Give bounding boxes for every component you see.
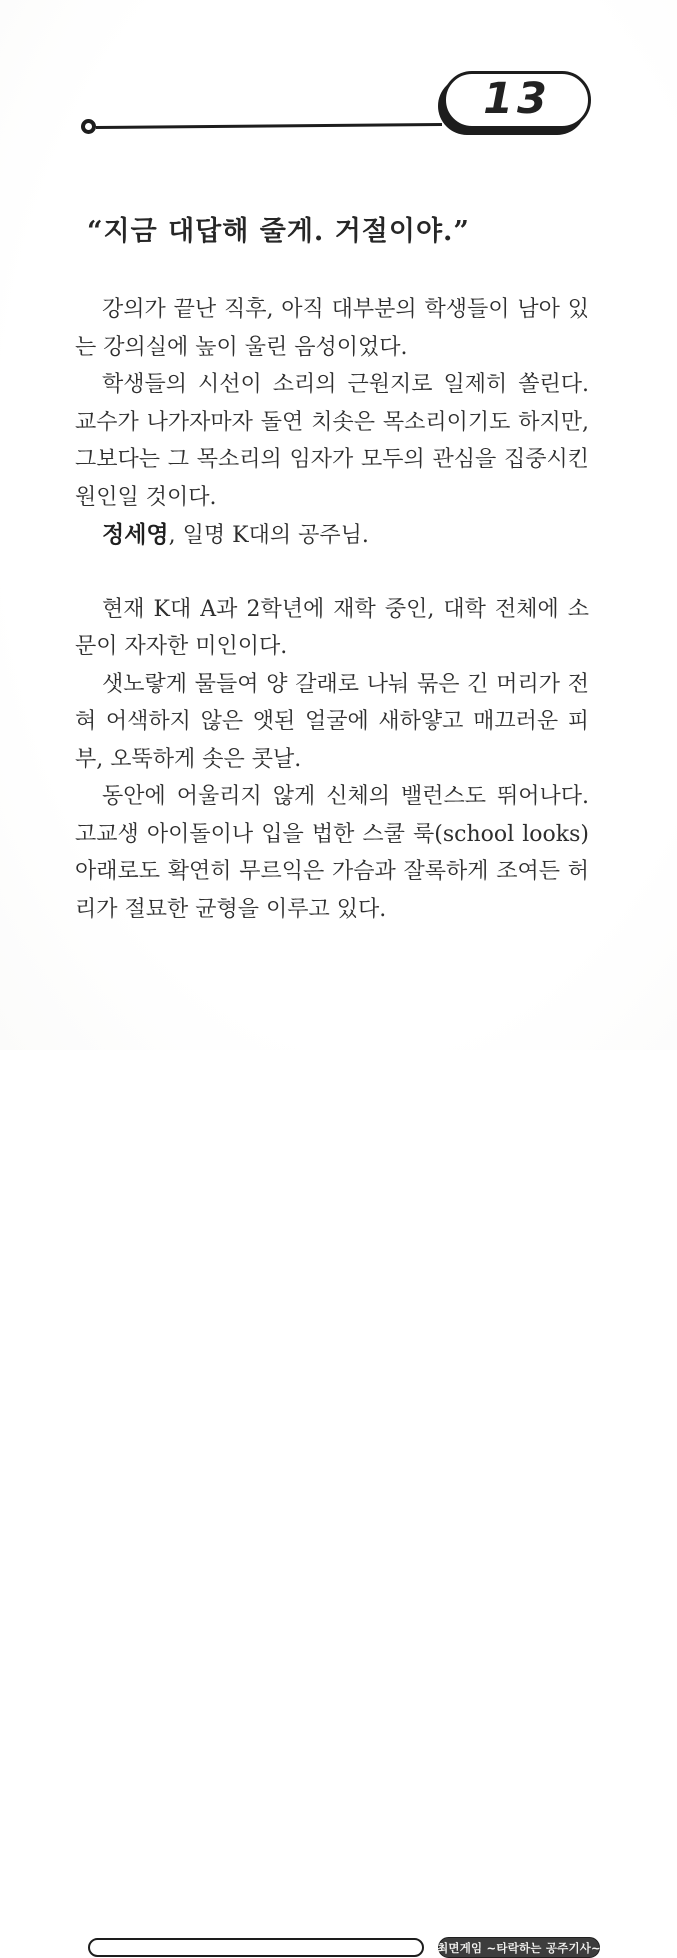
footer-pill <box>88 1938 424 1957</box>
paragraph-5: 샛노랗게 물들여 양 갈래로 나눠 묶은 긴 머리가 전혀 어색하지 않은 앳된 얼굴에 새하얗고 매끄러운 피부, 오뚝하게 솟은 콧날. <box>75 671 589 772</box>
chapter-quote: “지금 대답해 줄게. 거절이야.” <box>87 216 470 247</box>
series-badge <box>438 1937 600 1958</box>
character-name: 정세영 <box>102 521 169 548</box>
series-badge-label: 최면게임 ~타락하는 공주기사~ <box>437 1940 601 1955</box>
header-rule-ring-icon <box>81 119 96 134</box>
paragraph-1: 강의가 끝난 직후, 아직 대부분의 학생들이 남아 있는 강의실에 높이 울린 음성이었다. <box>75 297 589 360</box>
page-footer <box>0 960 677 1955</box>
page-header <box>0 0 677 160</box>
paragraph-4: 현재 K대 A과 2학년에 재학 중인, 대학 전체에 소문이 자자한 미인이다. <box>75 596 589 659</box>
character-intro-line <box>75 516 589 555</box>
character-intro-rest: , 일명 K대의 공주님. <box>168 523 369 548</box>
page-number: 13 <box>483 74 551 124</box>
header-rule-line <box>96 123 442 129</box>
body-text <box>75 211 589 928</box>
paragraph-2: 학생들의 시선이 소리의 근원지로 일제히 쏠린다. 교수가 나가자마자 돌연 치솟은 목소리이기도 하지만, 그보다는 그 목소리의 임자가 모두의 관심을 집중시킨 원인일 것이다. <box>75 372 589 510</box>
paragraph-6: 동안에 어울리지 않게 신체의 밸런스도 뛰어나다. 고교생 아이돌이나 입을 법한 스쿨 룩(school looks) 아래로도 확연히 무르익은 가슴과 잘록하게 조여든 허리가 절묘한 균형을 이루고 있다. <box>75 784 589 922</box>
page-number-badge <box>443 71 591 129</box>
